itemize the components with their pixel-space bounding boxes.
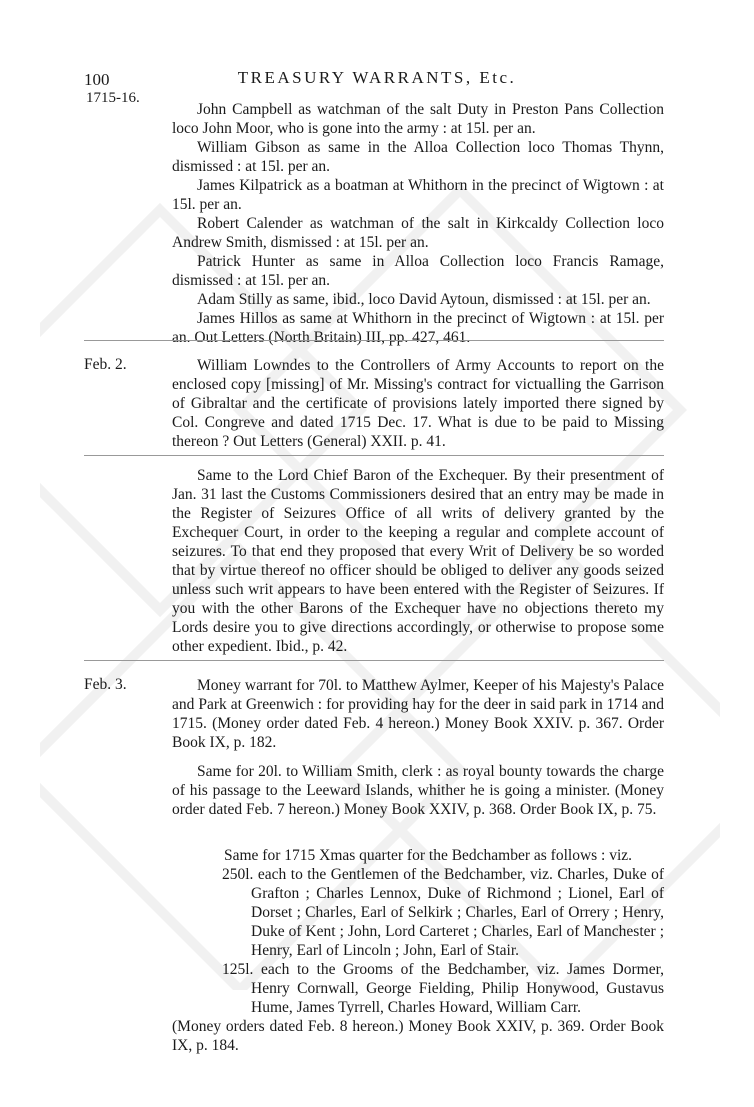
entry-gibson: William Gibson as same in the Alloa Collection loco Thomas Thynn, dismissed : at 15l. per an. bbox=[172, 139, 664, 175]
divider bbox=[84, 455, 664, 456]
year-margin: 1715-16. bbox=[86, 90, 140, 106]
aylmer-block bbox=[172, 676, 664, 752]
running-title: TREASURY WARRANTS, Etc. bbox=[237, 68, 517, 87]
entry-hillos: James Hillos as same at Whithorn in the precinct of Wigtown : at 15l. per an. Out Letters (North Britain) III, pp. 427, 461. bbox=[172, 310, 664, 346]
entry-chief-baron: Same to the Lord Chief Baron of the Exchequer. By their presentment of Jan. 31 last the Customs Commissioners desired that an entry may be made in the Register of Seizures Office of all writs of delivery granted by the Exchequer Court, in order to the keeping a regular and complete account of seizures. To that end they proposed that every Writ of Delivery be so worded that by virtue thereof no officer should be obliged to deliver any goods seized unless such writ appears to have been entered with the Register of Seizures. If you with the other Barons of the Exchequer have no objections thereto my Lords desire you to give directions accordingly, or otherwise to propose some other expedient. Ibid., p. 42. bbox=[172, 467, 664, 655]
entry-closing: (Money orders dated Feb. 8 hereon.) Money Book XXIV, p. 369. Order Book IX, p. 184. bbox=[172, 1018, 664, 1054]
entry-aylmer: Money warrant for 70l. to Matthew Aylmer, Keeper of his Majesty's Palace and Park at Greenwich : for providing hay for the deer in said park in 1714 and 1715. (Money order dated Feb. 4 hereon.) Money Book XXIV. p. 367. Order Book IX, p. 182. bbox=[172, 677, 664, 751]
entry-kilpatrick: James Kilpatrick as a boatman at Whithorn in the precinct of Wigtown : at 15l. per an. bbox=[172, 177, 664, 213]
page-number: 100 bbox=[84, 70, 110, 89]
entry-hunter: Patrick Hunter as same in Alloa Collection loco Francis Ramage, dismissed : at 15l. per an. bbox=[172, 253, 664, 289]
chief-baron-block bbox=[172, 466, 664, 656]
entry-gentlemen: 250l. each to the Gentlemen of the Bedchamber, viz. Charles, Duke of Grafton ; Charles Lennox, Duke of Richmond ; Lionel, Earl of Dorset ; Charles, Earl of Selkirk ; Charles, Earl of Orrery ; Henry, Duke of Kent ; John, Lord Carteret ; Charles, Earl of Manchester ; Henry, Earl of Lincoln ; John, Earl of Stair. bbox=[222, 866, 664, 959]
entry-bedchamber-intro: Same for 1715 Xmas quarter for the Bedchamber as follows : viz. bbox=[224, 847, 633, 864]
lowndes-block bbox=[172, 356, 664, 451]
divider bbox=[84, 660, 664, 661]
entry-grooms: 125l. each to the Grooms of the Bedchamber, viz. James Dormer, Henry Cornwall, George Fielding, Philip Honywood, Gustavus Hume, James Tyrrell, Charles Howard, William Carr. bbox=[222, 961, 664, 1016]
entry-lowndes: William Lowndes to the Controllers of Army Accounts to report on the enclosed copy [missing] of Mr. Missing's contract for victualling the Garrison of Gibraltar and the certificate of provisions lately imported there signed by Col. Congreve and dated 1715 Dec. 17. What is due to be paid to Missing thereon ? Out Letters (General) XXII. p. 41. bbox=[172, 357, 664, 450]
entry-campbell: John Campbell as watchman of the salt Duty in Preston Pans Collection loco John Moor, who is gone into the army : at 15l. per an. bbox=[172, 101, 664, 137]
entry-smith: Same for 20l. to William Smith, clerk : as royal bounty towards the charge of his passage to the Leeward Islands, whither he is going a minister. (Money order dated Feb. 7 hereon.) Money Book XXIV, p. 368. Order Book IX, p. 75. bbox=[172, 763, 664, 818]
appointments-block bbox=[172, 100, 664, 347]
entry-calender: Robert Calender as watchman of the salt in Kirkcaldy Collection loco Andrew Smith, dismissed : at 15l. per an. bbox=[172, 215, 664, 251]
bedchamber-block bbox=[172, 846, 664, 1055]
smith-block bbox=[172, 762, 664, 819]
divider bbox=[84, 340, 664, 341]
entry-stilly: Adam Stilly as same, ibid., loco David Aytoun, dismissed : at 15l. per an. bbox=[197, 291, 651, 308]
date-feb-2: Feb. 2. bbox=[84, 356, 127, 373]
date-feb-3: Feb. 3. bbox=[84, 676, 127, 693]
